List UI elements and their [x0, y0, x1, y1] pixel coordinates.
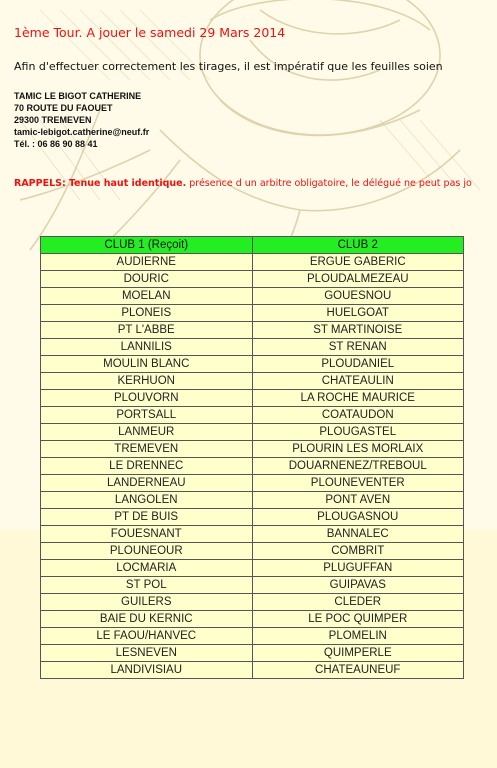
- table-row: [41, 441, 464, 458]
- home-club-cell: LANDERNEAU: [41, 475, 253, 492]
- table-row: [41, 390, 464, 407]
- contact-block: [14, 90, 149, 150]
- away-club-cell: LE POC QUIMPER: [252, 611, 464, 628]
- table-row: [41, 458, 464, 475]
- away-club-cell: PLOUDANIEL: [252, 356, 464, 373]
- rappels-emphasis: Tenue haut identique.: [68, 178, 187, 189]
- home-club-cell: PT L'ABBE: [41, 322, 253, 339]
- away-club-cell: ST MARTINOISE: [252, 322, 464, 339]
- home-club-cell: KERHUON: [41, 373, 253, 390]
- away-club-cell: CLEDER: [252, 594, 464, 611]
- away-club-cell: ERGUE GABERIC: [252, 254, 464, 271]
- away-club-cell: COMBRIT: [252, 543, 464, 560]
- home-club-cell: LOCMARIA: [41, 560, 253, 577]
- home-club-cell: LE DRENNEC: [41, 458, 253, 475]
- contact-name: TAMIC LE BIGOT CATHERINE: [14, 91, 142, 101]
- table-row: [41, 407, 464, 424]
- away-club-cell: ST RENAN: [252, 339, 464, 356]
- header-club-2: CLUB 2: [252, 237, 464, 254]
- table-row: [41, 475, 464, 492]
- away-club-cell: COATAUDON: [252, 407, 464, 424]
- home-club-cell: LANMEUR: [41, 424, 253, 441]
- away-club-cell: DOUARNENEZ/TREBOUL: [252, 458, 464, 475]
- table-row: [41, 356, 464, 373]
- away-club-cell: QUIMPERLE: [252, 645, 464, 662]
- home-club-cell: LE FAOU/HANVEC: [41, 628, 253, 645]
- table-row: [41, 526, 464, 543]
- home-club-cell: LANGOLEN: [41, 492, 253, 509]
- away-club-cell: PLOUGASTEL: [252, 424, 464, 441]
- away-club-cell: CHATEAUNEUF: [252, 662, 464, 679]
- header-club-1: CLUB 1 (Reçoit): [41, 237, 253, 254]
- table-row: [41, 254, 464, 271]
- intro-text: Afin d'effectuer correctement les tirages, il est impératif que les feuilles soien: [14, 60, 443, 73]
- table-row: [41, 560, 464, 577]
- rappels-label: RAPPELS:: [14, 178, 66, 189]
- table-row: [41, 492, 464, 509]
- home-club-cell: GUILERS: [41, 594, 253, 611]
- table-row: [41, 662, 464, 679]
- table-row: [41, 543, 464, 560]
- away-club-cell: PLOUGASNOU: [252, 509, 464, 526]
- table-header-row: [41, 237, 464, 254]
- away-club-cell: PONT AVEN: [252, 492, 464, 509]
- contact-email[interactable]: tamic-lebigot.catherine@neuf.fr: [14, 127, 150, 137]
- home-club-cell: MOULIN BLANC: [41, 356, 253, 373]
- rappels-notice: [14, 178, 472, 189]
- home-club-cell: FOUESNANT: [41, 526, 253, 543]
- page-title: 1ème Tour. A jouer le samedi 29 Mars 2014: [14, 25, 286, 40]
- home-club-cell: BAIE DU KERNIC: [41, 611, 253, 628]
- away-club-cell: PLOURIN LES MORLAIX: [252, 441, 464, 458]
- table-row: [41, 305, 464, 322]
- away-club-cell: PLOUNEVENTER: [252, 475, 464, 492]
- table-row: [41, 424, 464, 441]
- table-row: [41, 577, 464, 594]
- table-row: [41, 373, 464, 390]
- home-club-cell: PORTSALL: [41, 407, 253, 424]
- rappels-text: présence d un arbitre obligatoire, le délégué ne peut pas jo: [186, 178, 472, 189]
- home-club-cell: LESNEVEN: [41, 645, 253, 662]
- away-club-cell: GUIPAVAS: [252, 577, 464, 594]
- home-club-cell: MOELAN: [41, 288, 253, 305]
- draw-table: [40, 236, 464, 679]
- home-club-cell: AUDIERNE: [41, 254, 253, 271]
- table-row: [41, 594, 464, 611]
- home-club-cell: PLOUVORN: [41, 390, 253, 407]
- table-row: [41, 628, 464, 645]
- table-row: [41, 611, 464, 628]
- table-row: [41, 271, 464, 288]
- contact-city: 29300 TREMEVEN: [14, 115, 92, 125]
- home-club-cell: PT DE BUIS: [41, 509, 253, 526]
- away-club-cell: HUELGOAT: [252, 305, 464, 322]
- away-club-cell: PLOUDALMEZEAU: [252, 271, 464, 288]
- table-row: [41, 322, 464, 339]
- home-club-cell: DOURIC: [41, 271, 253, 288]
- table-row: [41, 288, 464, 305]
- away-club-cell: GOUESNOU: [252, 288, 464, 305]
- away-club-cell: LA ROCHE MAURICE: [252, 390, 464, 407]
- contact-phone: Tél. : 06 86 90 88 41: [14, 139, 98, 149]
- home-club-cell: LANNILIS: [41, 339, 253, 356]
- home-club-cell: ST POL: [41, 577, 253, 594]
- contact-street: 70 ROUTE DU FAOUET: [14, 103, 113, 113]
- away-club-cell: BANNALEC: [252, 526, 464, 543]
- home-club-cell: PLOUNEOUR: [41, 543, 253, 560]
- table-row: [41, 645, 464, 662]
- table-row: [41, 339, 464, 356]
- home-club-cell: TREMEVEN: [41, 441, 253, 458]
- away-club-cell: PLOMELIN: [252, 628, 464, 645]
- home-club-cell: PLONEIS: [41, 305, 253, 322]
- draw-table-body: [41, 254, 464, 679]
- table-row: [41, 509, 464, 526]
- away-club-cell: PLUGUFFAN: [252, 560, 464, 577]
- home-club-cell: LANDIVISIAU: [41, 662, 253, 679]
- away-club-cell: CHATEAULIN: [252, 373, 464, 390]
